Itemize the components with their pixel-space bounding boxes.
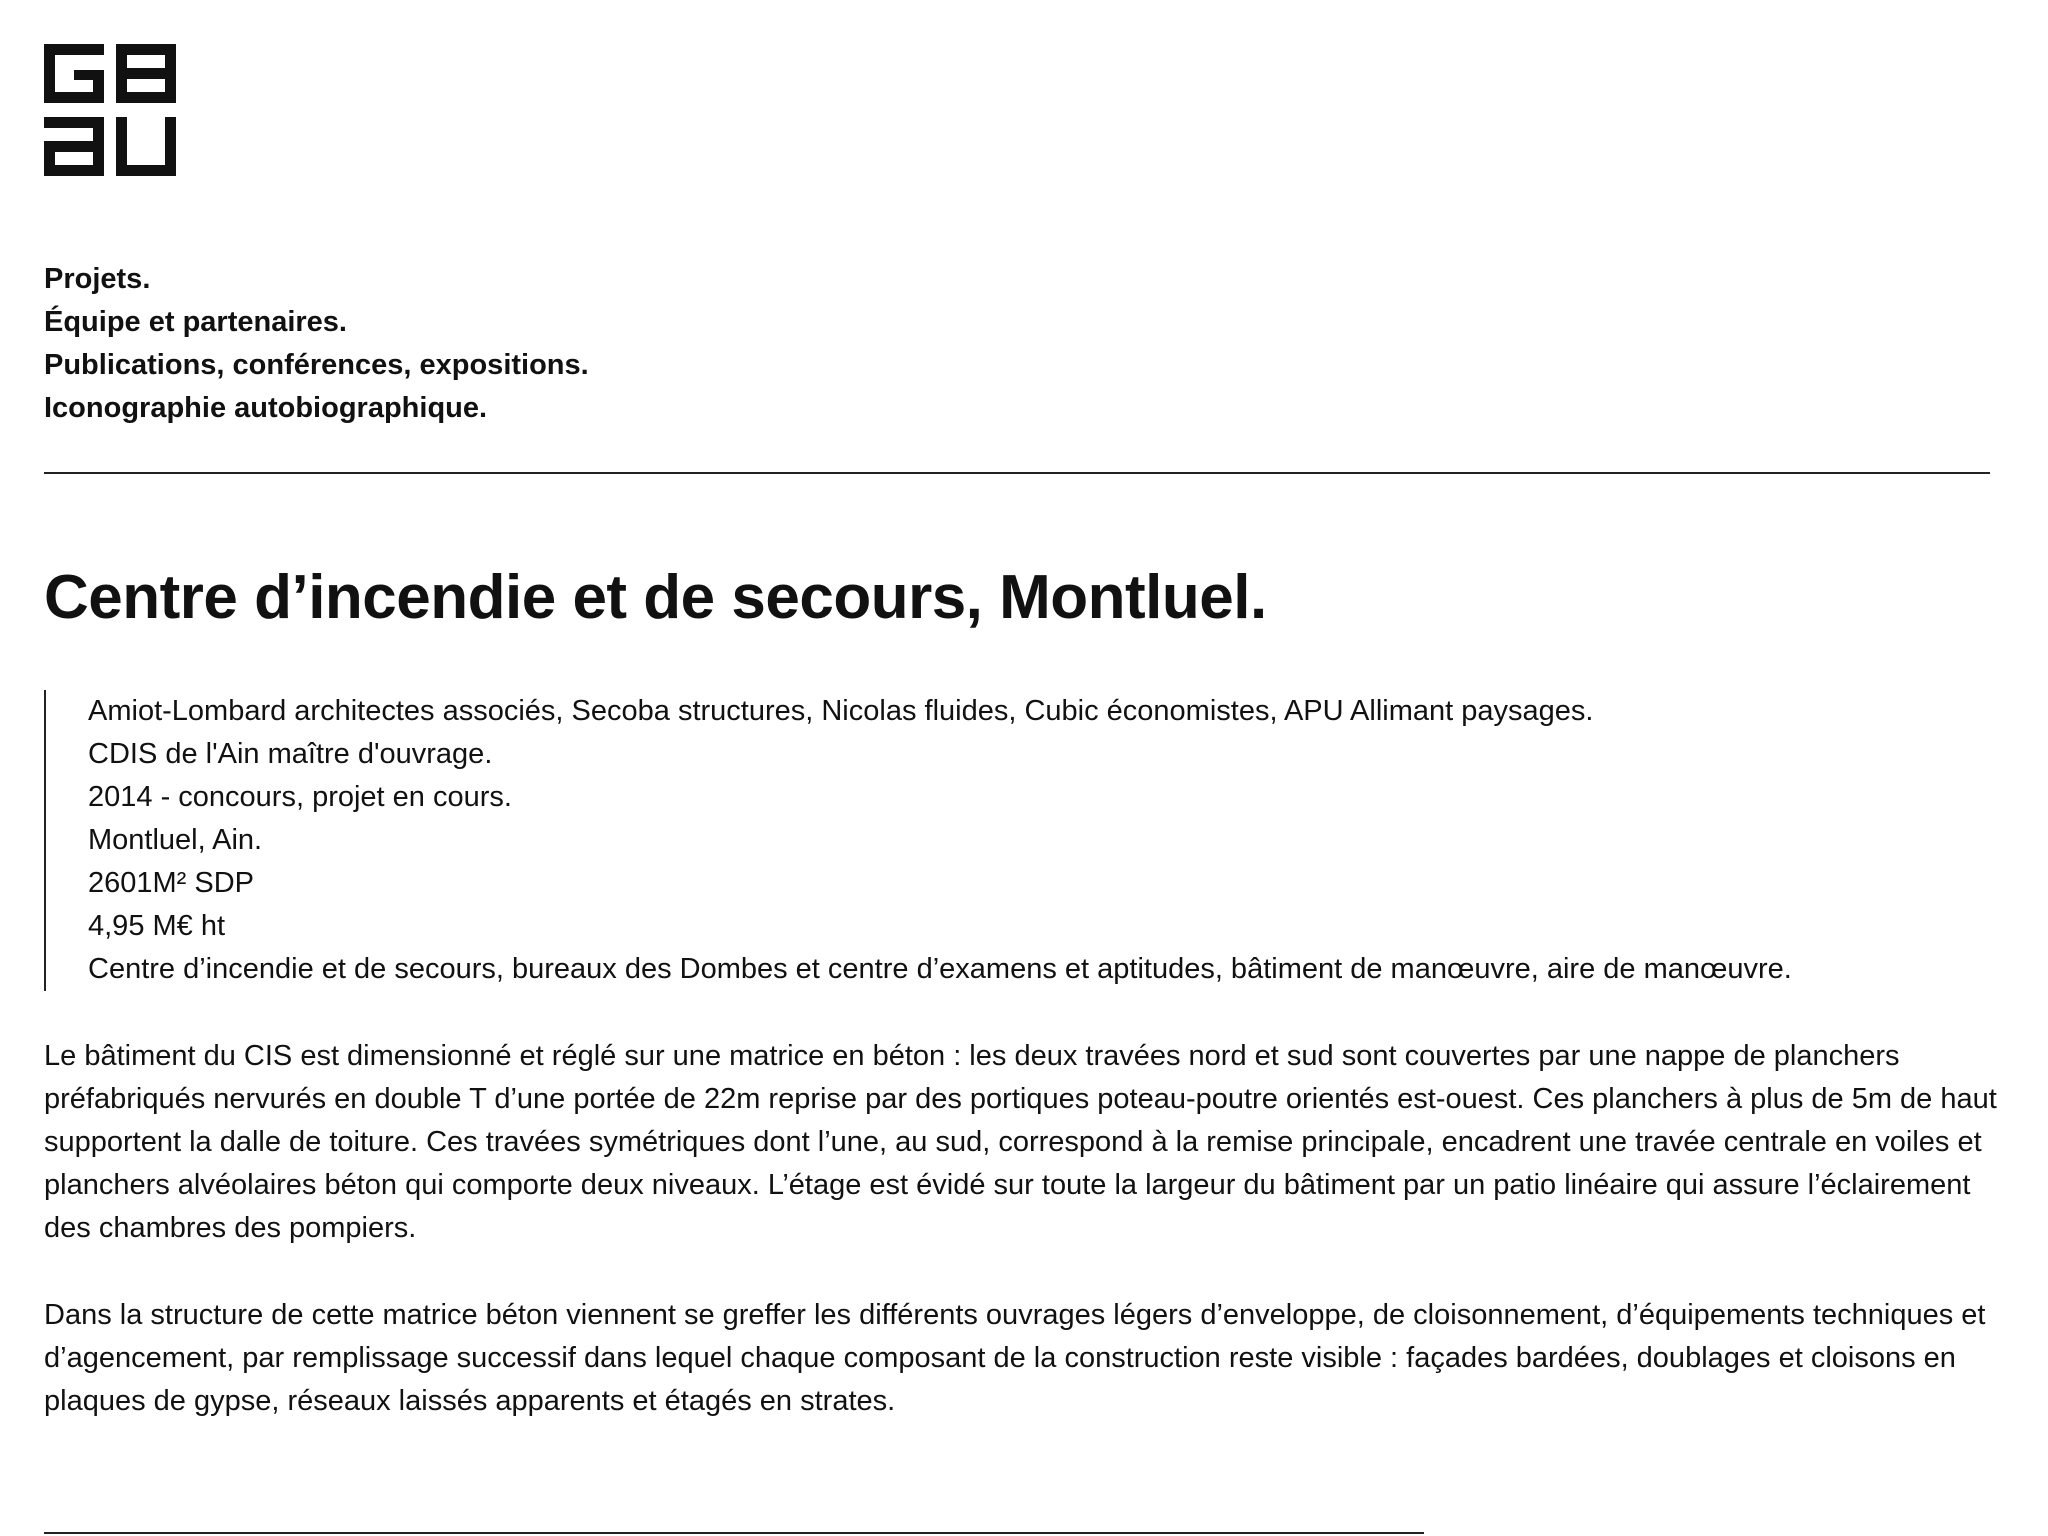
main-nav	[44, 258, 944, 430]
meta-cost: 4,95 M€ ht	[88, 910, 226, 942]
page-title: Centre d’incendie et de secours, Montluel.	[44, 563, 1267, 632]
project-meta	[44, 690, 2048, 991]
meta-client: CDIS de l'Ain maître d'ouvrage.	[88, 738, 493, 770]
header-divider	[44, 472, 1990, 474]
meta-surface: 2601M² SDP	[88, 867, 255, 899]
nav-link-projets[interactable]: Projets.	[44, 263, 151, 295]
meta-program: Centre d’incendie et de secours, bureaux des Dombes et centre d’examens et aptitudes, bâtiment de manœuvre, aire de manœuvre.	[88, 953, 1792, 985]
meta-date: 2014 - concours, projet en cours.	[88, 781, 512, 813]
nav-link-publications[interactable]: Publications, conférences, expositions.	[44, 349, 589, 381]
footer-divider	[44, 1532, 1424, 1534]
site-logo[interactable]	[44, 44, 176, 176]
nav-link-iconographie[interactable]: Iconographie autobiographique.	[44, 392, 488, 424]
meta-team: Amiot-Lombard architectes associés, Secoba structures, Nicolas fluides, Cubic économistes, APU Allimant paysages.	[88, 695, 1594, 727]
nav-link-equipe[interactable]: Équipe et partenaires.	[44, 306, 347, 338]
description-paragraph: Le bâtiment du CIS est dimensionné et réglé sur une matrice en béton : les deux travées nord et sud sont couvertes par une nappe de planchers préfabriqués nervurés en double T d’une portée de 22m reprise par des portiques poteau-poutre orientés est-ouest. Ces planchers à plus de 5m de haut supportent la dalle de toiture. Ces travées symétriques dont l’une, au sud, correspond à la remise principale, encadrent une travée centrale en voiles et planchers alvéolaires béton qui comporte deux niveaux. L’étage est évidé sur toute la largeur du bâtiment par un patio linéaire qui assure l’éclairement des chambres des pompiers.	[44, 1040, 1997, 1244]
g8au-logo-icon	[44, 44, 176, 176]
meta-location: Montluel, Ain.	[88, 824, 263, 856]
description-paragraph: Dans la structure de cette matrice béton viennent se greffer les différents ouvrages légers d’enveloppe, de cloisonnement, d’équipements techniques et d’agencement, par remplissage successif dans lequel chaque composant de la construction reste visible : façades bardées, doublages et cloisons en plaques de gypse, réseaux laissés apparents et étagés en strates.	[44, 1299, 1986, 1417]
